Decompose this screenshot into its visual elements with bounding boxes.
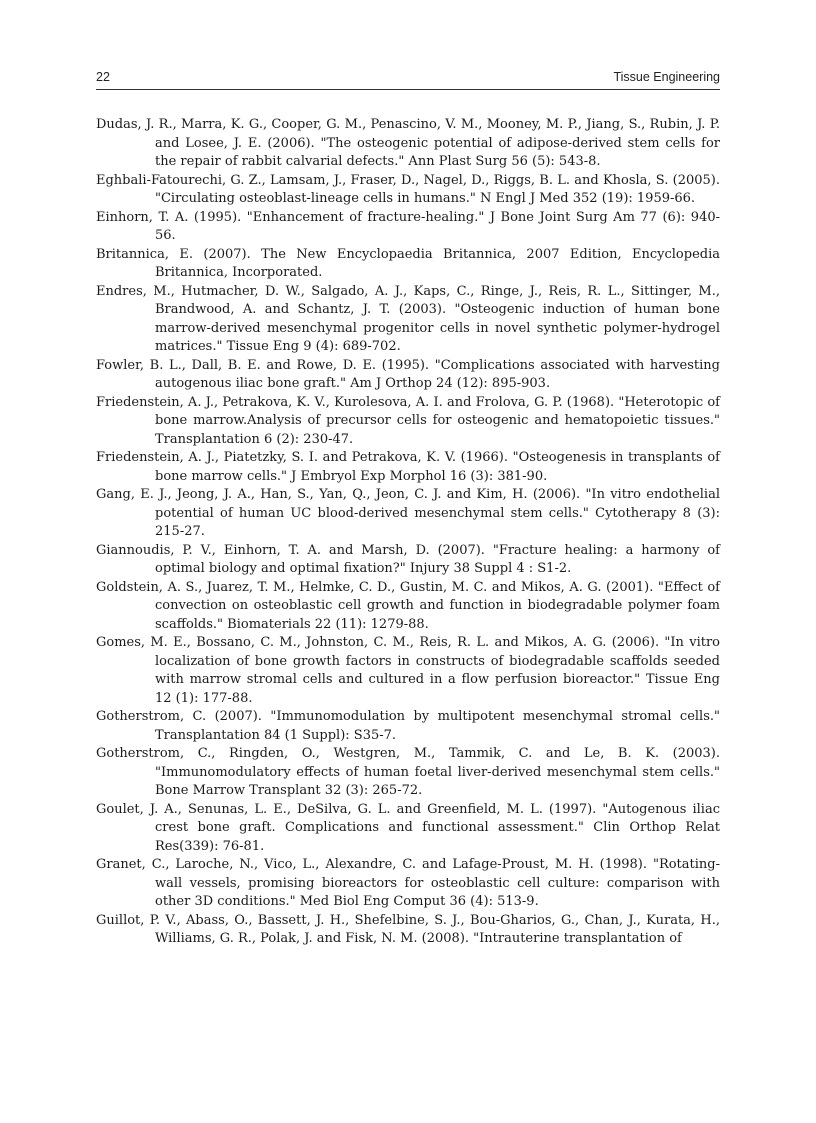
reference-entry: Granet, C., Laroche, N., Vico, L., Alexandre, C. and Lafage-Proust, M. H. (1998). "Rotating-wall vessels, promising bioreactors for osteoblastic cell culture: comparison with other 3D conditions." Med Biol Eng Comput 36 (4): 513-9.	[96, 857, 720, 909]
reference-entry: Friedenstein, A. J., Petrakova, K. V., Kurolesova, A. I. and Frolova, G. P. (1968). "Heterotopic of bone marrow.Analysis of precursor cells for osteogenic and hematopoietic tissues." Transplantation 6 (2): 230-47.	[96, 394, 720, 447]
running-title: Tissue Engineering	[613, 70, 720, 84]
reference-entry: Einhorn, T. A. (1995). "Enhancement of fracture-healing." J Bone Joint Surg Am 77 (6): 940-56.	[96, 209, 720, 243]
reference-entry: Goulet, J. A., Senunas, L. E., DeSilva, G. L. and Greenfield, M. L. (1997). "Autogenous iliac crest bone graft. Complications and functional assessment." Clin Orthop Relat Res(339): 76-81.	[96, 801, 720, 854]
reference-entry: Gomes, M. E., Bossano, C. M., Johnston, C. M., Reis, R. L. and Mikos, A. G. (2006). "In vitro localization of bone growth factors in constructs of biodegradable scaffolds seeded with marrow stromal cells and cultured in a flow perfusion bioreactor." Tissue Eng 12 (1): 177-88.	[96, 635, 720, 706]
header-rule	[96, 89, 720, 90]
reference-entry: Friedenstein, A. J., Piatetzky, S. I. and Petrakova, K. V. (1966). "Osteogenesis in transplants of bone marrow cells." J Embryol Exp Morphol 16 (3): 381-90.	[96, 450, 720, 484]
reference-entry: Gotherstrom, C. (2007). "Immunomodulation by multipotent mesenchymal stromal cells." Transplantation 84 (1 Suppl): S35-7.	[96, 709, 720, 743]
reference-entry: Guillot, P. V., Abass, O., Bassett, J. H., Shefelbine, S. J., Bou-Gharios, G., Chan, J., Kurata, H., Williams, G. R., Polak, J. and Fisk, N. M. (2008). "Intrauterine transplantation of	[96, 912, 720, 946]
reference-entry: Goldstein, A. S., Juarez, T. M., Helmke, C. D., Gustin, M. C. and Mikos, A. G. (2001). "Effect of convection on osteoblastic cell growth and function in biodegradable polymer foam scaffolds." Biomaterials 22 (11): 1279-88.	[96, 579, 720, 632]
reference-entry: Fowler, B. L., Dall, B. E. and Rowe, D. E. (1995). "Complications associated with harvesting autogenous iliac bone graft." Am J Orthop 24 (12): 895-903.	[96, 357, 720, 391]
reference-entry: Giannoudis, P. V., Einhorn, T. A. and Marsh, D. (2007). "Fracture healing: a harmony of optimal biology and optimal fixation?" Injury 38 Suppl 4 : S1-2.	[96, 542, 720, 576]
reference-entry: Endres, M., Hutmacher, D. W., Salgado, A. J., Kaps, C., Ringe, J., Reis, R. L., Sittinger, M., Brandwood, A. and Schantz, J. T. (2003). "Osteogenic induction of human bone marrow-derived mesenchymal progenitor cells in novel synthetic polymer-hydrogel matrices." Tissue Eng 9 (4): 689-702.	[96, 283, 720, 354]
reference-entry: Gang, E. J., Jeong, J. A., Han, S., Yan, Q., Jeon, C. J. and Kim, H. (2006). "In vitro endothelial potential of human UC blood-derived mesenchymal stem cells." Cytotherapy 8 (3): 215-27.	[96, 487, 720, 539]
reference-entry: Eghbali-Fatourechi, G. Z., Lamsam, J., Fraser, D., Nagel, D., Riggs, B. L. and Khosla, S. (2005). "Circulating osteoblast-lineage cells in humans." N Engl J Med 352 (19): 1959-66.	[96, 172, 720, 206]
reference-list	[96, 116, 720, 949]
page-number: 22	[96, 70, 110, 84]
reference-entry: Gotherstrom, C., Ringden, O., Westgren, M., Tammik, C. and Le, B. K. (2003). "Immunomodulatory effects of human foetal liver-derived mesenchymal stem cells." Bone Marrow Transplant 32 (3): 265-72.	[96, 746, 720, 798]
reference-entry: Britannica, E. (2007). The New Encyclopaedia Britannica, 2007 Edition, Encyclopedia Britannica, Incorporated.	[96, 246, 720, 280]
page-header	[96, 70, 720, 89]
reference-entry: Dudas, J. R., Marra, K. G., Cooper, G. M., Penascino, V. M., Mooney, M. P., Jiang, S., Rubin, J. P. and Losee, J. E. (2006). "The osteogenic potential of adipose-derived stem cells for the repair of rabbit calvarial defects." Ann Plast Surg 56 (5): 543-8.	[96, 117, 720, 169]
